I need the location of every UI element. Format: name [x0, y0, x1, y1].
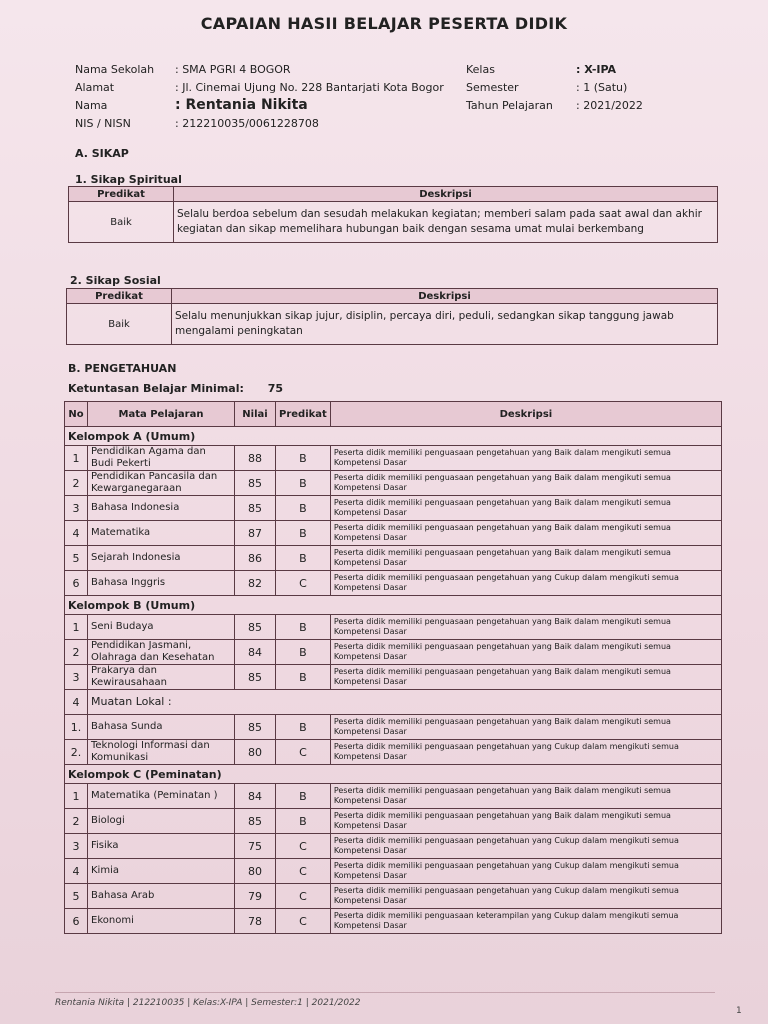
row-deskripsi: Peserta didik memiliki penguasaan pengetahuan yang Baik dalam mengikuti semua Kompetensi Dasar	[330, 615, 721, 640]
col-predikat: Predikat	[276, 402, 331, 427]
row-no: 1	[65, 615, 88, 640]
row-deskripsi: Peserta didik memiliki penguasaan pengetahuan yang Baik dalam mengikuti semua Kompetensi Dasar	[330, 715, 721, 740]
spiritual-heading: 1. Sikap Spiritual	[75, 173, 182, 186]
row-deskripsi: Peserta didik memiliki penguasaan pengetahuan yang Baik dalam mengikuti semua Kompetensi Dasar	[330, 784, 721, 809]
row-deskripsi: Peserta didik memiliki penguasaan pengetahuan yang Baik dalam mengikuti semua Kompetensi Dasar	[330, 471, 721, 496]
page-number: 1	[736, 1006, 742, 1016]
row-no: 3	[65, 834, 88, 859]
spiritual-predikat: Baik	[69, 202, 174, 243]
row-nilai: 80	[235, 740, 276, 765]
row-predikat: B	[276, 640, 331, 665]
kkm	[68, 382, 283, 395]
row-predikat: C	[276, 740, 331, 765]
row-mapel: Pendidikan Pancasila dan Kewarganegaraan	[88, 471, 235, 496]
row-mapel: Ekonomi	[88, 909, 235, 934]
row-predikat: B	[276, 665, 331, 690]
student-info-left	[75, 60, 444, 132]
name-label: Nama	[75, 98, 108, 112]
row-mapel: Bahasa Arab	[88, 884, 235, 909]
row-predikat: B	[276, 496, 331, 521]
col-deskripsi: Deskripsi	[330, 402, 721, 427]
table-row	[65, 615, 722, 640]
name-value: : Rentania Nikita	[175, 97, 308, 113]
kkm-label: Ketuntasan Belajar Minimal:	[68, 382, 244, 395]
sosial-table	[66, 288, 718, 345]
row-nilai: 82	[235, 571, 276, 596]
row-nilai: 80	[235, 859, 276, 884]
row-no: 1	[65, 446, 88, 471]
row-no: 6	[65, 571, 88, 596]
row-predikat: B	[276, 471, 331, 496]
row-no: 5	[65, 546, 88, 571]
row-deskripsi: Peserta didik memiliki penguasaan pengetahuan yang Baik dalam mengikuti semua Kompetensi Dasar	[330, 640, 721, 665]
student-info-right	[466, 60, 643, 114]
address-label: Alamat	[75, 80, 115, 94]
spiritual-deskripsi: Selalu berdoa sebelum dan sesudah melakukan kegiatan; memberi salam pada saat awal dan akhir kegiatan dan sikap memelihara hubungan baik dengan sesama umat mulai berkembang	[174, 202, 718, 243]
row-mapel: Matematika (Peminatan )	[88, 784, 235, 809]
row-mapel: Sejarah Indonesia	[88, 546, 235, 571]
row-deskripsi: Peserta didik memiliki penguasaan pengetahuan yang Baik dalam mengikuti semua Kompetensi Dasar	[330, 446, 721, 471]
col-nilai: Nilai	[235, 402, 276, 427]
row-mapel: Kimia	[88, 859, 235, 884]
group-a-row-label: Kelompok A (Umum)	[65, 427, 722, 446]
row-nilai: 79	[235, 884, 276, 909]
row-predikat: B	[276, 446, 331, 471]
row-predikat: B	[276, 521, 331, 546]
table-row	[65, 784, 722, 809]
page-title: CAPAIAN HASII BELAJAR PESERTA DIDIK	[200, 14, 568, 33]
footer-rule	[55, 992, 715, 993]
address-value: : Jl. Cinemai Ujung No. 228 Bantarjati Kota Bogor	[175, 80, 444, 94]
row-predikat: B	[276, 546, 331, 571]
group-c-row	[65, 765, 722, 784]
row-nilai: 75	[235, 834, 276, 859]
row-predikat: C	[276, 884, 331, 909]
table-row	[65, 884, 722, 909]
group-b-row	[65, 596, 722, 615]
nis-label: NIS / NISN	[75, 116, 131, 130]
row-predikat: B	[276, 715, 331, 740]
row-mapel: Biologi	[88, 809, 235, 834]
row-no: 1.	[65, 715, 88, 740]
row-nilai: 85	[235, 809, 276, 834]
nis-value: : 212210035/0061228708	[175, 116, 319, 130]
table-row	[65, 809, 722, 834]
row-mapel: Pendidikan Agama dan Budi Pekerti	[88, 446, 235, 471]
row-deskripsi: Peserta didik memiliki penguasaan pengetahuan yang Cukup dalam mengikuti semua Kompetensi Dasar	[330, 740, 721, 765]
row-mapel: Prakarya dan Kewirausahaan	[88, 665, 235, 690]
row-deskripsi: Peserta didik memiliki penguasaan pengetahuan yang Cukup dalam mengikuti semua Kompetensi Dasar	[330, 884, 721, 909]
row-no: 6	[65, 909, 88, 934]
table-row	[65, 546, 722, 571]
year-value: : 2021/2022	[576, 98, 643, 112]
row-predikat: C	[276, 834, 331, 859]
group-a-row	[65, 427, 722, 446]
row-no: 3	[65, 496, 88, 521]
section-b-heading: B. PENGETAHUAN	[68, 362, 177, 375]
row-nilai: 84	[235, 640, 276, 665]
table-row	[65, 834, 722, 859]
row-no: 2	[65, 471, 88, 496]
row-mapel: Fisika	[88, 834, 235, 859]
row-deskripsi: Peserta didik memiliki penguasaan pengetahuan yang Cukup dalam mengikuti semua Kompetensi Dasar	[330, 859, 721, 884]
section-a-heading: A. SIKAP	[75, 147, 129, 160]
col-no: No	[65, 402, 88, 427]
year-label: Tahun Pelajaran	[466, 98, 553, 112]
spiritual-table	[68, 186, 718, 243]
group-c-row-label: Kelompok C (Peminatan)	[65, 765, 722, 784]
row-predikat: C	[276, 571, 331, 596]
row-no: 3	[65, 665, 88, 690]
row-nilai: 87	[235, 521, 276, 546]
row-predikat: B	[276, 784, 331, 809]
row-nilai: 84	[235, 784, 276, 809]
mulok-row	[65, 690, 722, 715]
row-predikat: C	[276, 909, 331, 934]
row-deskripsi: Peserta didik memiliki penguasaan pengetahuan yang Baik dalam mengikuti semua Kompetensi Dasar	[330, 809, 721, 834]
row-mapel: Pendidikan Jasmani, Olahraga dan Kesehatan	[88, 640, 235, 665]
school-label: Nama Sekolah	[75, 62, 155, 76]
sosial-col-predikat: Predikat	[67, 289, 172, 304]
row-nilai: 78	[235, 909, 276, 934]
row-deskripsi: Peserta didik memiliki penguasaan pengetahuan yang Baik dalam mengikuti semua Kompetensi Dasar	[330, 546, 721, 571]
row-no: 4	[65, 521, 88, 546]
row-no: 1	[65, 784, 88, 809]
row-nilai: 88	[235, 446, 276, 471]
row-nilai: 85	[235, 615, 276, 640]
semester-value: : 1 (Satu)	[576, 80, 628, 94]
row-mapel: Bahasa Indonesia	[88, 496, 235, 521]
row-no: 2	[65, 809, 88, 834]
table-row	[65, 471, 722, 496]
sosial-heading: 2. Sikap Sosial	[70, 274, 161, 287]
sosial-deskripsi: Selalu menunjukkan sikap jujur, disiplin, percaya diri, peduli, sedangkan sikap tanggung jawab mengalami peningkatan	[172, 304, 718, 345]
row-mapel: Teknologi Informasi dan Komunikasi	[88, 740, 235, 765]
row-deskripsi: Peserta didik memiliki penguasaan keterampilan yang Cukup dalam mengikuti semua Kompetensi Dasar	[330, 909, 721, 934]
row-nilai: 85	[235, 665, 276, 690]
row-deskripsi: Peserta didik memiliki penguasaan pengetahuan yang Cukup dalam mengikuti semua Kompetensi Dasar	[330, 571, 721, 596]
mulok-label: Muatan Lokal :	[88, 690, 722, 715]
row-no: 4	[65, 859, 88, 884]
spiritual-col-deskripsi: Deskripsi	[174, 187, 718, 202]
row-nilai: 85	[235, 471, 276, 496]
kkm-value: 75	[267, 382, 284, 395]
row-nilai: 86	[235, 546, 276, 571]
table-row	[65, 740, 722, 765]
row-nilai: 85	[235, 715, 276, 740]
table-row	[65, 909, 722, 934]
table-row	[65, 640, 722, 665]
row-deskripsi: Peserta didik memiliki penguasaan pengetahuan yang Baik dalam mengikuti semua Kompetensi Dasar	[330, 521, 721, 546]
semester-label: Semester	[466, 80, 519, 94]
mulok-no: 4	[65, 690, 88, 715]
row-nilai: 85	[235, 496, 276, 521]
row-no: 2.	[65, 740, 88, 765]
row-deskripsi: Peserta didik memiliki penguasaan pengetahuan yang Baik dalam mengikuti semua Kompetensi Dasar	[330, 665, 721, 690]
grades-table	[64, 401, 722, 934]
row-predikat: B	[276, 615, 331, 640]
row-no: 2	[65, 640, 88, 665]
group-b-row-label: Kelompok B (Umum)	[65, 596, 722, 615]
row-mapel: Bahasa Sunda	[88, 715, 235, 740]
row-deskripsi: Peserta didik memiliki penguasaan pengetahuan yang Baik dalam mengikuti semua Kompetensi Dasar	[330, 496, 721, 521]
row-predikat: C	[276, 859, 331, 884]
table-row	[65, 665, 722, 690]
table-row	[65, 496, 722, 521]
class-value: : X-IPA	[576, 62, 617, 76]
footer-text: Rentania Nikita | 212210035 | Kelas:X-IPA | Semester:1 | 2021/2022	[55, 998, 361, 1008]
row-deskripsi: Peserta didik memiliki penguasaan pengetahuan yang Cukup dalam mengikuti semua Kompetensi Dasar	[330, 834, 721, 859]
table-row	[65, 715, 722, 740]
table-row	[65, 859, 722, 884]
col-mapel: Mata Pelajaran	[88, 402, 235, 427]
spiritual-col-predikat: Predikat	[69, 187, 174, 202]
row-mapel: Seni Budaya	[88, 615, 235, 640]
row-mapel: Bahasa Inggris	[88, 571, 235, 596]
sosial-predikat: Baik	[67, 304, 172, 345]
table-row	[65, 446, 722, 471]
row-no: 5	[65, 884, 88, 909]
sosial-col-deskripsi: Deskripsi	[172, 289, 718, 304]
school-value: : SMA PGRI 4 BOGOR	[175, 62, 291, 76]
table-row	[65, 521, 722, 546]
table-row	[65, 571, 722, 596]
row-predikat: B	[276, 809, 331, 834]
row-mapel: Matematika	[88, 521, 235, 546]
grades-body	[65, 427, 722, 934]
class-label: Kelas	[466, 62, 495, 76]
